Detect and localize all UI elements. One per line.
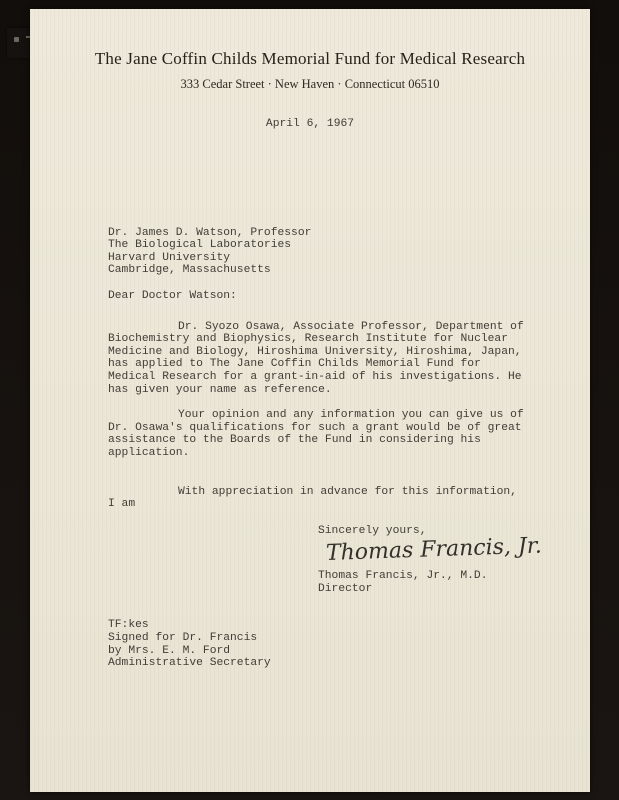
body-line: has given your name as reference. [108, 383, 332, 396]
typist-initials: TF:kes [108, 619, 149, 632]
address-line: Dr. James D. Watson, Professor [108, 226, 312, 239]
body-line: With appreciation in advance for this information, [178, 485, 517, 498]
body-paragraph-1 [108, 321, 590, 397]
closing-block [318, 525, 590, 596]
body-line: Dr. Osawa's qualifications for such a grant would be of great [108, 421, 522, 434]
letterhead-address: 333 Cedar Street · New Haven · Connecticut 06510 [180, 77, 440, 91]
address-line: The Biological Laboratories [108, 239, 292, 252]
valediction: Sincerely yours, [318, 524, 427, 537]
label-mark [14, 37, 19, 42]
footer-line: Signed for Dr. Francis [108, 632, 258, 645]
body-line: Biochemistry and Biophysics, Research Institute for Nuclear [108, 333, 508, 346]
signer-name: Thomas Francis, Jr., M.D. [318, 570, 488, 583]
body-line: assistance to the Boards of the Fund in considering his [108, 434, 481, 447]
footer-line: by Mrs. E. M. Ford [108, 644, 231, 657]
recipient-address [108, 227, 590, 277]
salutation: Dear Doctor Watson: [108, 289, 237, 302]
date-line: April 6, 1967 [265, 118, 355, 130]
letterhead-title: The Jane Coffin Childs Memorial Fund for Medical Research [94, 49, 526, 68]
body-line: Medical Research for a grant-in-aid of his investigations. He [108, 370, 522, 383]
address-line: Harvard University [108, 251, 231, 264]
address-line: Cambridge, Massachusetts [108, 264, 271, 277]
signer-title: Director [318, 582, 373, 595]
body-line: I am [108, 498, 136, 511]
body-line: has applied to The Jane Coffin Childs Memorial Fund for [108, 358, 481, 371]
body-line: Your opinion and any information you can give us of [178, 409, 524, 422]
body-line: Medicine and Biology, Hiroshima University, Hiroshima, Japan, [108, 345, 522, 358]
reference-block [108, 619, 590, 669]
body-line: application. [108, 446, 190, 459]
letter-page [30, 9, 590, 792]
body-paragraph-2 [108, 409, 590, 459]
body-line: Dr. Syozo Osawa, Associate Professor, Department of [178, 320, 524, 333]
footer-line: Administrative Secretary [108, 657, 271, 670]
signature-script: Thomas Francis, Jr. [325, 533, 543, 567]
body-paragraph-3 [108, 486, 590, 511]
